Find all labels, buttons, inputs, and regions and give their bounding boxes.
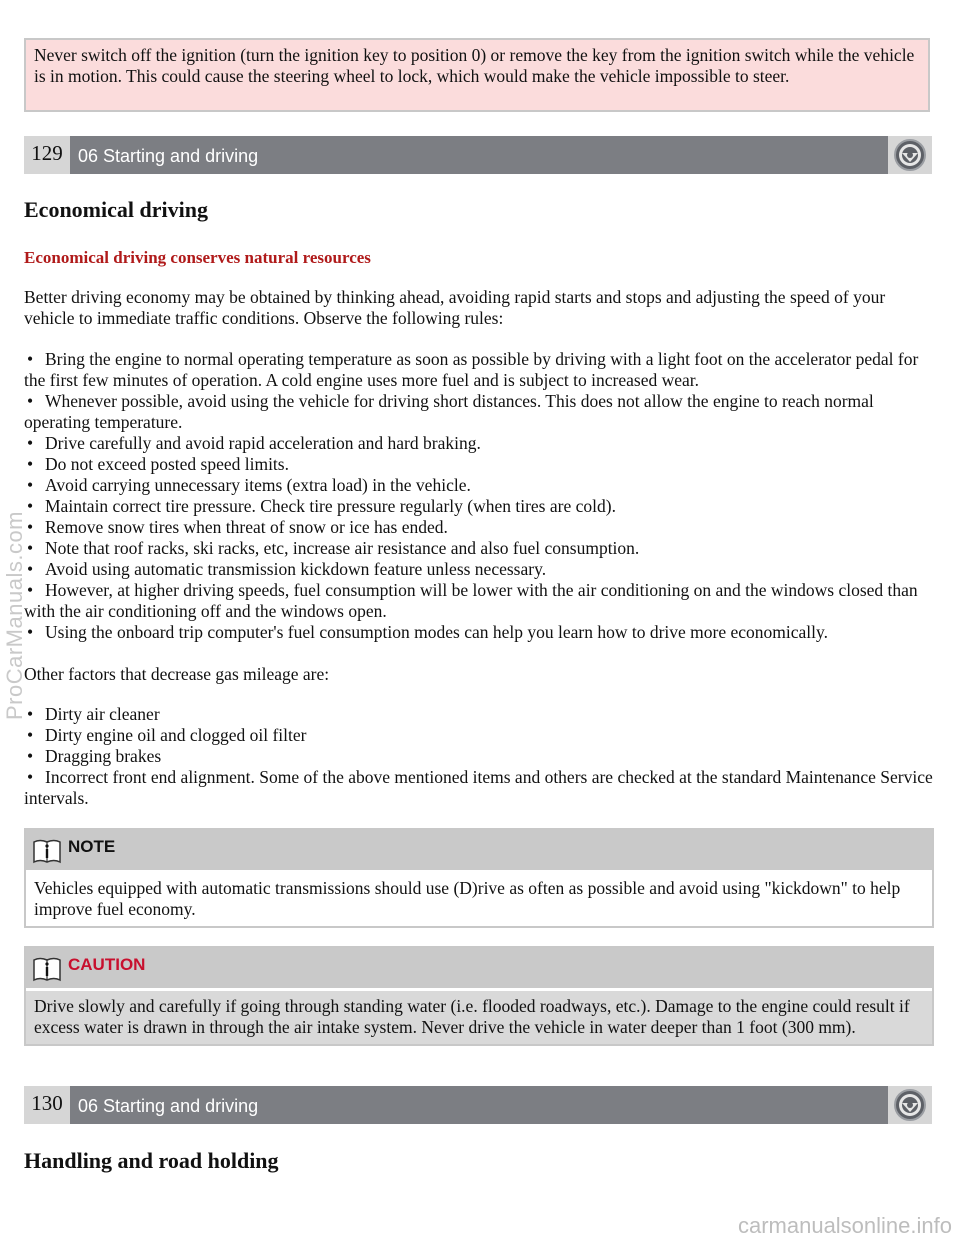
caution-text: Drive slowly and carefully if going through standing water (i.e. flooded roadways, etc.). Damage to the engine could result if excess water is drawn in through the air intake system. Never drive the vehicle in water deeper than 1 foot (300 mm).	[26, 991, 932, 1044]
list-item: • Avoid carrying unnecessary items (extra load) in the vehicle.	[24, 475, 936, 496]
section-number: 129	[24, 136, 70, 174]
list-item: • Do not exceed posted speed limits.	[24, 454, 936, 475]
section-title: 06 Starting and driving	[70, 1086, 888, 1124]
caution-label: CAUTION	[68, 955, 146, 974]
factors-list	[24, 704, 936, 809]
steering-wheel-icon	[888, 1086, 932, 1124]
section-title: 06 Starting and driving	[70, 136, 888, 174]
section-header-130	[24, 1086, 932, 1124]
list-item: • Dirty air cleaner	[24, 704, 936, 725]
watermark: ProCarManuals.com	[2, 510, 27, 720]
caution-box	[24, 946, 934, 1046]
warning-box	[24, 38, 930, 112]
section-number: 130	[24, 1086, 70, 1124]
rules-list	[24, 349, 936, 643]
page-heading: Handling and road holding	[24, 1148, 279, 1173]
page-heading: Economical driving	[24, 197, 208, 222]
subheading: Economical driving conserves natural resources	[24, 248, 371, 267]
info-book-icon	[32, 956, 62, 987]
steering-wheel-icon	[888, 136, 932, 174]
list-item: • Whenever possible, avoid using the vehicle for driving short distances. This does not allow the engine to reach normal operating temperature.	[24, 391, 936, 433]
watermark: carmanualsonline.info	[737, 1213, 952, 1238]
section-header-129	[24, 136, 932, 174]
list-item: • Incorrect front end alignment. Some of the above mentioned items and others are checked at the standard Maintenance Service intervals.	[24, 767, 936, 809]
note-text: Vehicles equipped with automatic transmissions should use (D)rive as often as possible and avoid using "kickdown" to help improve fuel economy.	[34, 878, 901, 919]
info-book-icon	[32, 838, 62, 869]
note-header	[26, 830, 932, 873]
list-item: • Remove snow tires when threat of snow or ice has ended.	[24, 517, 936, 538]
note-box	[24, 828, 934, 928]
list-item: • Bring the engine to normal operating temperature as soon as possible by driving with a light foot on the accelerator pedal for the first few minutes of operation. A cold engine uses more fuel and is subject to increased wear.	[24, 349, 936, 391]
list-item: • Avoid using automatic transmission kickdown feature unless necessary.	[24, 559, 936, 580]
warning-text: Never switch off the ignition (turn the ignition key to position 0) or remove the key from the ignition switch while the vehicle is in motion. This could cause the steering wheel to lock, which would make the vehicle impossible to steer.	[34, 45, 915, 86]
list-item: • However, at higher driving speeds, fuel consumption will be lower with the air conditioning on and the windows closed than with the air conditioning off and the windows open.	[24, 580, 936, 622]
intro-paragraph: Better driving economy may be obtained by thinking ahead, avoiding rapid starts and stops and adjusting the speed of your vehicle to immediate traffic conditions. Observe the following rules:	[24, 287, 886, 328]
note-label: NOTE	[68, 837, 116, 856]
list-item: • Drive carefully and avoid rapid acceleration and hard braking.	[24, 433, 936, 454]
other-factors-intro: Other factors that decrease gas mileage are:	[24, 664, 330, 684]
list-item: • Dragging brakes	[24, 746, 936, 767]
list-item: • Maintain correct tire pressure. Check tire pressure regularly (when tires are cold).	[24, 496, 936, 517]
list-item: • Note that roof racks, ski racks, etc, increase air resistance and also fuel consumption.	[24, 538, 936, 559]
caution-header	[26, 948, 932, 991]
list-item: • Using the onboard trip computer's fuel consumption modes can help you learn how to drive more economically.	[24, 622, 936, 643]
list-item: • Dirty engine oil and clogged oil filter	[24, 725, 936, 746]
